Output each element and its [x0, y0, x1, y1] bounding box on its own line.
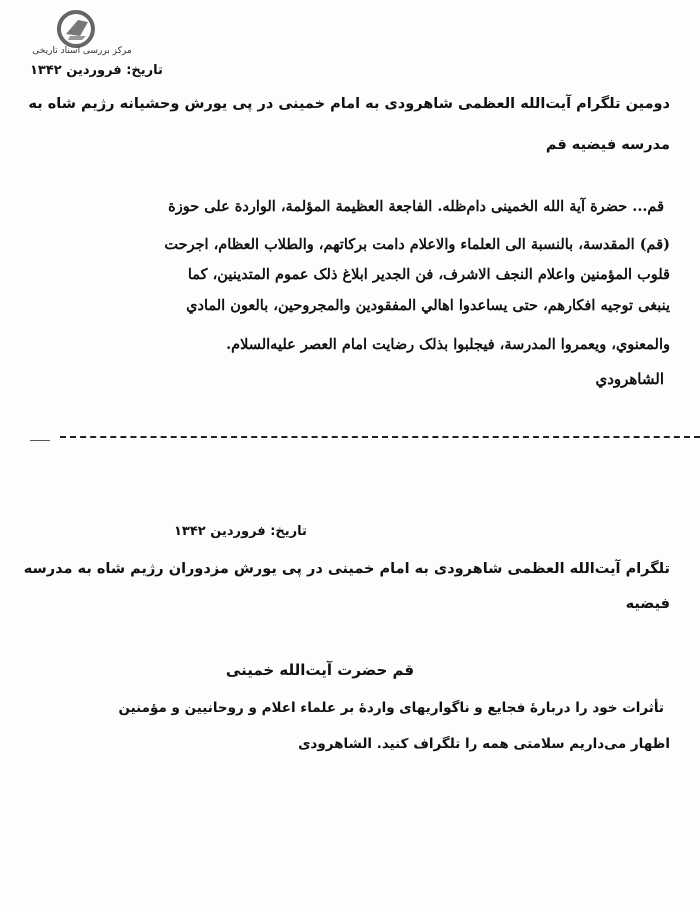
section-divider: [60, 436, 700, 438]
doc1-arabic-line-1: قم... حضرة آیة الله الخمینی دام‌ظله. الفاجعة العظیمة المؤلمة، الواردة علی حوزة: [168, 198, 664, 215]
doc1-arabic-line-2: (قم) المقدسة، بالنسبة الی العلماء والاعلام دامت برکاتهم، والطلاب العظام، اجرحت: [164, 236, 670, 253]
doc2-heading: قم حضرت آیت‌الله خمینی: [225, 661, 415, 679]
doc1-arabic-line-5: والمعنوي، ویعمروا المدرسة، فیجلبوا بذلک رضایت امام العصر علیه‌السلام.: [226, 336, 670, 353]
doc2-title-line-1: تلگرام آیت‌الله العظمی شاهرودی به امام خمینی در پی یورش مزدوران رژیم شاه به مدرسه: [23, 561, 670, 577]
doc1-arabic-line-4: ینبغی توجیه افکارهم، حتی یساعدوا اهالي المفقودین والمجروحین، بالعون المادي: [186, 297, 670, 314]
doc1-date: تاریخ: فروردین ۱۳۴۲: [30, 63, 163, 78]
doc2-body-line-2: اظهار می‌داریم سلامتی همه را تلگراف کنید. الشاهرودی: [298, 736, 670, 752]
doc1-title-line-2: مدرسه فیضیه قم: [545, 137, 670, 153]
doc2-date: تاریخ: فروردین ۱۳۴۲: [174, 524, 307, 539]
doc1-title-line-1: دومین تلگرام آیت‌الله العظمی شاهرودی به امام خمینی در پی یورش وحشیانه رژیم شاه به: [28, 96, 670, 112]
divider-stub: [30, 440, 50, 441]
doc1-arabic-line-3: قلوب المؤمنین واعلام النجف الاشرف، فن الجدیر ابلاغ ذلک عموم المتدینین، کما: [187, 266, 670, 283]
doc2-body-line-1: تأثرات خود را دربارهٔ فجایع و ناگواریهای واردهٔ بر علماء اعلام و روحانیین و مؤمنین: [118, 700, 664, 716]
archive-center-name: مرکز بررسی اسناد تاریخی: [32, 46, 132, 56]
doc1-signature: الشاهرودي: [595, 370, 664, 388]
archive-logo: [46, 8, 106, 48]
doc2-title-line-2: فیضیه: [625, 596, 670, 612]
